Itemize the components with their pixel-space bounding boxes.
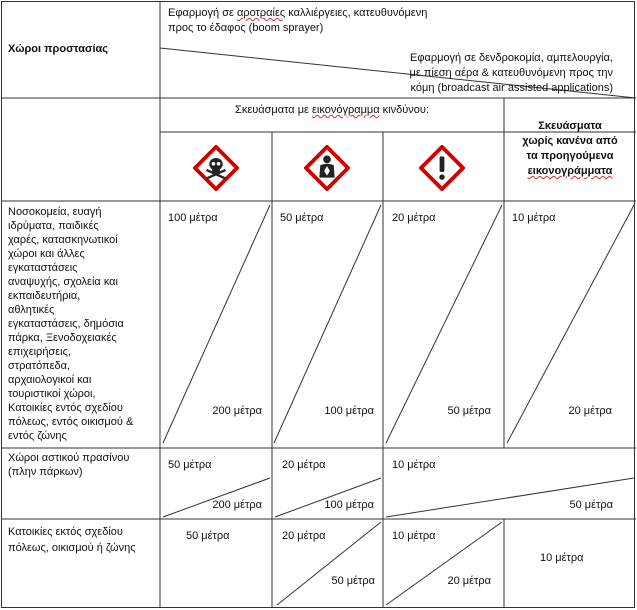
- row-1-label-line: επιχειρήσεις,: [8, 346, 71, 358]
- boom-sprayer-line-2: προς το έδαφος (boom sprayer): [168, 22, 324, 34]
- row-1-label-line: Κατοικίες εντός σχεδίου: [8, 402, 123, 414]
- r1-c3-min-distance: 20 μέτρα: [392, 212, 436, 224]
- r1-c1-min-distance: 100 μέτρα: [168, 212, 218, 224]
- r1-c1-max-distance: 200 μέτρα: [212, 405, 262, 417]
- row-1-label-line: εκπαιδευτήρια,: [8, 290, 81, 302]
- no-pictogram-line-1: Σκευάσματα: [538, 120, 602, 132]
- row-1-label-line: Νοσοκομεία, ευαγή: [8, 206, 102, 218]
- row-1-label-line: χαρές, κατασκηνωτικοί: [8, 234, 118, 246]
- hazard-pictogram-caption: Σκευάσματα με εικονόγραμμα κινδύνου:: [235, 104, 429, 116]
- r2-c1-max-distance: 200 μέτρα: [212, 499, 262, 511]
- row-2-label-line: (πλην πάρκων): [8, 466, 83, 478]
- r2-c1-min-distance: 50 μέτρα: [168, 459, 212, 471]
- r3-c3-min-distance: 10 μέτρα: [392, 530, 436, 542]
- exclamation-mark-icon: [419, 145, 465, 191]
- zones-title: Χώροι προστασίας: [8, 43, 109, 55]
- r1-c4-max-distance: 20 μέτρα: [568, 405, 612, 417]
- r1-c2-min-distance: 50 μέτρα: [280, 212, 324, 224]
- row-1-label-line: τουριστικοί χώροι,: [8, 388, 96, 400]
- row-1-label-line: χώροι και άλλες: [8, 248, 85, 260]
- row-1-label-line: αρχαιολογικοί και: [8, 374, 92, 386]
- air-assisted-line-2: με πίεση αέρα & κατευθυνόμενη προς την: [409, 67, 613, 79]
- row-1-label-line: εγκαταστάσεις: [8, 262, 78, 274]
- r3-c3-max-distance: 20 μέτρα: [447, 575, 491, 587]
- row-1-label-line: πόλεως, εντός οικισμού &: [8, 416, 134, 428]
- r1-c3-max-distance: 50 μέτρα: [447, 405, 491, 417]
- row-1-label-line: πάρκα, Ξενοδοχειακές: [8, 332, 117, 344]
- r3-c1-distance: 50 μέτρα: [186, 530, 230, 542]
- air-assisted-line-3: κόμη (broadcast air assisted applications): [410, 82, 613, 94]
- row-1-label-line: αναψυχής, σχολεία και: [8, 276, 118, 288]
- no-pictogram-line-2: χωρίς κανένα από: [522, 135, 618, 147]
- r2-c2-min-distance: 20 μέτρα: [282, 459, 326, 471]
- row-3-label-line: Κατοικίες εκτός σχεδίου: [8, 526, 123, 538]
- air-assisted-line-1: Εφαρμογή σε δενδροκομία, αμπελουργία,: [409, 52, 613, 64]
- r3-c2-max-distance: 50 μέτρα: [331, 575, 375, 587]
- row-1-label-line: εγκαταστάσεις, δημόσια: [8, 318, 124, 330]
- row-1-label-line: εντός ζώνης: [8, 430, 67, 442]
- skull-crossbones-icon: [193, 145, 239, 191]
- r1-c4-min-distance: 10 μέτρα: [512, 212, 556, 224]
- r2-c3-min-distance: 10 μέτρα: [392, 459, 436, 471]
- row-1-label-line: στρατόπεδα,: [8, 360, 71, 372]
- row-2-label-line: Χώροι αστικού πρασίνου: [8, 452, 130, 464]
- row-1-label-line: ιδρύματα, παιδικές: [8, 220, 99, 232]
- r2-c2-max-distance: 100 μέτρα: [324, 499, 374, 511]
- no-pictogram-line-4: εικονογράμματα: [527, 165, 613, 177]
- row-3-label-line: πόλεως, οικισμού ή ζώνης: [8, 542, 136, 554]
- r1-c2-max-distance: 100 μέτρα: [324, 405, 374, 417]
- r2-c3-max-distance: 50 μέτρα: [569, 499, 613, 511]
- no-pictogram-line-3: τα προηγούμενα: [526, 150, 614, 162]
- health-hazard-icon: [304, 145, 350, 191]
- row-1-label-line: αθλητικές: [8, 304, 55, 316]
- r3-c4-distance: 10 μέτρα: [540, 552, 584, 564]
- boom-sprayer-line-1: Εφαρμογή σε αροτραίες καλλιέργειες, κατευθυνόμενη: [168, 7, 428, 19]
- r3-c2-min-distance: 20 μέτρα: [282, 530, 326, 542]
